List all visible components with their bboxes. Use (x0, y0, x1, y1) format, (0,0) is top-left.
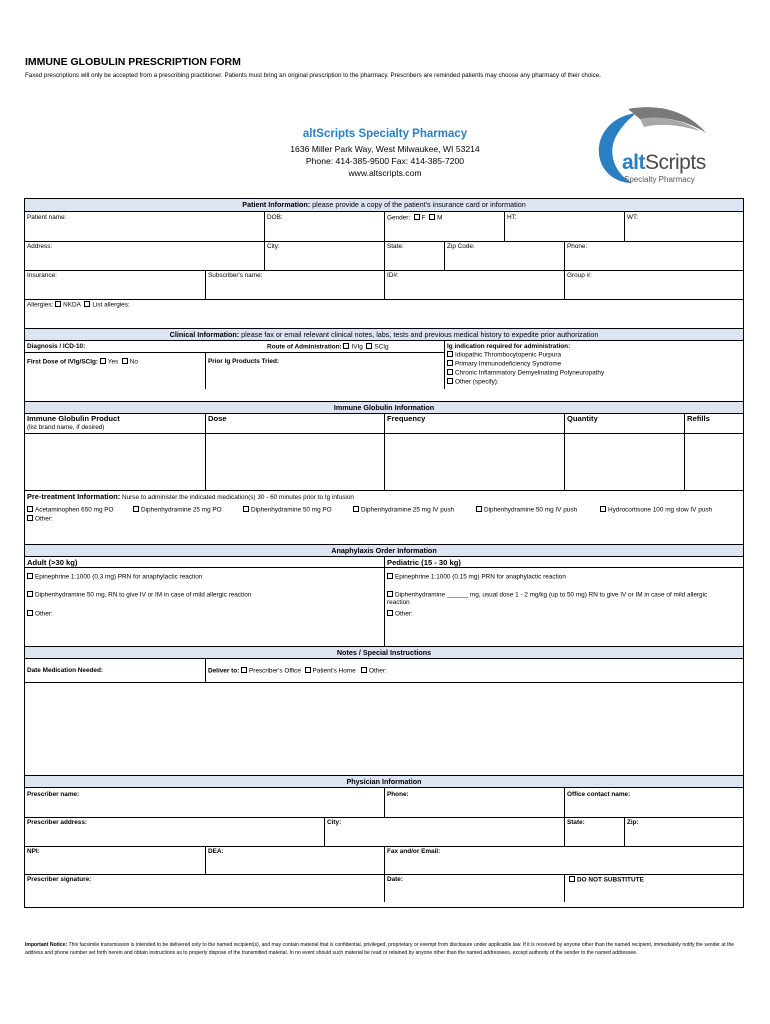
indication-other[interactable] (447, 378, 499, 387)
pid-label: Primary Immunodeficiency Syndrome (455, 360, 562, 368)
nkda-checkbox[interactable] (55, 301, 61, 307)
frequency-header: Frequency (387, 414, 426, 423)
pretreat-diph50iv[interactable] (476, 506, 577, 515)
signature-date-field[interactable]: Date: (387, 876, 403, 883)
product-header: Immune Globulin Product (27, 414, 120, 423)
physician-section-header (25, 775, 743, 788)
indication-cidp[interactable] (447, 369, 604, 378)
adult-other-checkbox[interactable] (27, 610, 33, 616)
ped-diph-label: Diphenhydramine ______ mg, usual dose 1 - 2 mg/kg (up to 50 mg) RN to give IV or IM in case of mild allergic (395, 591, 708, 599)
clinical-heading: Clinical Information: (169, 330, 240, 339)
signature-field[interactable]: Prescriber signature: (27, 876, 92, 883)
ped-other-checkbox[interactable] (387, 610, 393, 616)
acetaminophen-checkbox[interactable] (27, 506, 33, 512)
pretreat-acetaminophen[interactable] (27, 506, 114, 515)
adult-diph-label: Diphenhydramine 50 mg, RN to give IV or IM in case of mild allergic reaction (35, 591, 252, 599)
adult-other[interactable] (27, 610, 53, 619)
physician-heading: Physician Information (346, 777, 422, 786)
prescriber-city-field[interactable]: City: (327, 819, 342, 826)
pretreat-other[interactable] (27, 515, 53, 524)
adult-epinephrine[interactable] (27, 573, 202, 582)
first-dose-label: First Dose of IVIg/SCIg: (27, 358, 99, 366)
female-checkbox[interactable] (414, 214, 420, 220)
diph25po-label: Diphenhydramine 25 mg PO (141, 506, 222, 514)
adult-other-label: Other: (35, 610, 53, 618)
dns-checkbox[interactable] (569, 876, 575, 882)
scig-label: SCIg (374, 343, 389, 351)
patient-home-checkbox[interactable] (305, 667, 311, 673)
altscripts-logo (588, 103, 738, 188)
indication-itp[interactable] (447, 351, 561, 360)
ig-heading: Immune Globulin Information (333, 403, 435, 412)
diph25po-checkbox[interactable] (133, 506, 139, 512)
allergies-label: Allergies: (27, 301, 54, 309)
indication-pid[interactable] (447, 360, 561, 369)
pharmacy-address: 1636 Miller Park Way, West Milwaukee, WI 53214 (290, 144, 480, 154)
do-not-substitute[interactable] (569, 876, 644, 885)
state-field[interactable]: State: (387, 243, 404, 250)
address-field[interactable]: Address: (27, 243, 53, 250)
ped-other[interactable] (387, 610, 413, 619)
ped-diph-checkbox[interactable] (387, 591, 393, 597)
insurance-field[interactable]: Insurance: (27, 272, 57, 279)
logo-subtitle: Specialty Pharmacy (624, 175, 695, 184)
date-needed-field[interactable]: Date Medication Needed: (27, 667, 103, 674)
pharmacy-info (240, 128, 530, 179)
group-field[interactable]: Group #: (567, 272, 592, 279)
prescriber-phone-field[interactable]: Phone: (387, 791, 409, 798)
itp-label: Idiopathic Thrombocytopenic Purpura (455, 351, 562, 359)
hydrocortisone-label: Hydrocortisone 100 mg slow IV push (608, 506, 713, 514)
diph50iv-label: Diphenhydramine 50 mg IV push (484, 506, 578, 514)
dea-field[interactable]: DEA: (208, 848, 224, 855)
route-field[interactable] (267, 343, 389, 352)
adult-epi-checkbox[interactable] (27, 573, 33, 579)
ped-epi-label: Epinephrine 1:1000 (0.15 mg) PRN for anaphylactic reaction (395, 573, 566, 581)
adult-diphenhydramine[interactable] (27, 591, 251, 600)
diph50po-label: Diphenhydramine 50 mg PO (251, 506, 332, 514)
dns-label: DO NOT SUBSTITUTE (577, 876, 644, 884)
diph25iv-checkbox[interactable] (353, 506, 359, 512)
male-checkbox[interactable] (429, 214, 435, 220)
form-title: IMMUNE GLOBULIN PRESCRIPTION FORM (25, 56, 241, 68)
pretreat-other-label: Other: (35, 515, 53, 523)
id-field[interactable]: ID#: (387, 272, 399, 279)
adult-diph-checkbox[interactable] (27, 591, 33, 597)
other-indication-label: Other (specify): (455, 378, 499, 386)
diph50po-checkbox[interactable] (243, 506, 249, 512)
pharmacy-website: www.altscripts.com (348, 168, 422, 178)
npi-field[interactable]: NPI: (27, 848, 40, 855)
other-indication-checkbox[interactable] (447, 378, 453, 384)
prescriber-name-field[interactable]: Prescriber name: (27, 791, 80, 798)
hydrocortisone-checkbox[interactable] (600, 506, 606, 512)
city-field[interactable]: City: (267, 243, 280, 250)
pharmacy-name: altScripts Specialty Pharmacy (302, 128, 468, 140)
pharmacy-phone: Phone: 414-385-9500 Fax: 414-385-7200 (305, 156, 465, 166)
pid-checkbox[interactable] (447, 360, 453, 366)
patient-heading-note: please provide a copy of the patient's insurance card or information (312, 200, 526, 209)
male-label: M (437, 214, 443, 222)
ped-diph-reaction: reaction (387, 599, 410, 606)
refills-header: Refills (687, 414, 710, 423)
anaphylaxis-heading: Anaphylaxis Order Information (331, 546, 437, 555)
gender-label: Gender: (387, 214, 411, 222)
notes-section-header (25, 646, 743, 659)
ivig-label: IVIg (351, 343, 363, 351)
gender-field[interactable] (387, 214, 442, 223)
pretreat-diph25po[interactable] (133, 506, 222, 515)
cidp-label: Chronic Inflammatory Demyelinating Polyneuropathy (455, 369, 605, 377)
ivig-checkbox[interactable] (343, 343, 349, 349)
scig-checkbox[interactable] (366, 343, 372, 349)
list-allergies-label: List allergies: (92, 301, 130, 309)
cidp-checkbox[interactable] (447, 369, 453, 375)
pretreat-other-checkbox[interactable] (27, 515, 33, 521)
route-label: Route of Administration: (267, 343, 342, 351)
important-notice (25, 942, 737, 957)
nkda-label: NKDA (63, 301, 81, 309)
pretreat-hydrocortisone[interactable] (600, 506, 712, 515)
logo-alt: alt (622, 151, 646, 174)
fax-email-field[interactable]: Fax and/or Email: (387, 848, 441, 855)
notes-heading: Notes / Special Instructions (336, 648, 432, 657)
pretreat-diph50po[interactable] (243, 506, 332, 515)
form-subtitle: Faxed prescriptions will only be accepted from a prescribing practitioner. Patients must bring an original prescription to the pharmacy. Prescribers are reminded patients may choose any pharmacy of their choice. (25, 72, 601, 79)
patient-phone-field[interactable]: Phone: (567, 243, 588, 250)
acetaminophen-label: Acetaminophen 650 mg PO (35, 506, 114, 514)
prescriber-state-field[interactable]: State: (567, 819, 585, 826)
pretreatment-header (27, 493, 354, 502)
office-contact-field[interactable]: Office contact name: (567, 791, 631, 798)
notice-text: This facsimile transmission is intended to be delivered only to the named recipient(s), and may contain material that is confidential, privileged, proprietary or exempt from disclosure under applicable law. If it is received by anyone other than the named recipient, immediately notify the sender at the address and phone number set forth herein and obtain instructions as to properly dispose of the transmitted material. In no event should such material be read or retained by anyone other than the named addressees, except authority of the sender to the named addressee. (25, 942, 735, 956)
allergies-field[interactable] (27, 301, 130, 310)
female-label: F (421, 214, 426, 222)
itp-checkbox[interactable] (447, 351, 453, 357)
ig-section-header (25, 401, 743, 414)
patient-heading: Patient Information: (242, 200, 311, 209)
quantity-header: Quantity (567, 414, 598, 423)
first-dose-yes-label: Yes (107, 358, 119, 366)
pretreatment-label: Pre-treatment Information: (27, 492, 121, 501)
anaphylaxis-section-header (25, 544, 743, 557)
ped-epi-checkbox[interactable] (387, 573, 393, 579)
weight-field[interactable]: WT: (627, 214, 639, 221)
adult-epi-label: Epinephrine 1:1000 (0.3 mg) PRN for anaphylactic reaction (35, 573, 203, 581)
pretreat-diph25iv[interactable] (353, 506, 454, 515)
prescriber-office-label: Prescriber's Office (249, 667, 301, 675)
deliver-to-field[interactable] (208, 667, 387, 676)
first-dose-no-checkbox[interactable] (122, 358, 128, 364)
first-dose-field[interactable] (27, 358, 138, 367)
prescription-form (24, 198, 744, 908)
pediatric-header: Pediatric (15 - 30 kg) (387, 558, 461, 567)
product-note: (list brand name, if desired) (27, 424, 105, 431)
subscriber-field[interactable]: Subscriber's name: (208, 272, 263, 279)
diph25iv-label: Diphenhydramine 25 mg IV push (361, 506, 455, 514)
prior-products-field[interactable]: Prior Ig Products Tried: (208, 358, 280, 365)
height-field[interactable]: HT: (507, 214, 517, 221)
first-dose-no-label: No (129, 358, 138, 366)
first-dose-yes-checkbox[interactable] (100, 358, 106, 364)
clinical-section-header (25, 328, 743, 341)
deliver-other-checkbox[interactable] (361, 667, 367, 673)
deliver-other-label: Other: (368, 667, 387, 675)
patient-name-field[interactable]: Patient name: (27, 214, 67, 221)
dob-field[interactable]: DOB: (267, 214, 283, 221)
diagnosis-field[interactable]: Diagnosis / ICD-10: (27, 343, 86, 350)
diph50iv-checkbox[interactable] (476, 506, 482, 512)
ped-diphenhydramine[interactable] (387, 591, 707, 600)
adult-header: Adult (>30 kg) (27, 558, 78, 567)
list-allergies-checkbox[interactable] (84, 301, 90, 307)
prescriber-office-checkbox[interactable] (241, 667, 247, 673)
dose-header: Dose (208, 414, 227, 423)
prescriber-address-field[interactable]: Prescriber address: (27, 819, 88, 826)
ped-epinephrine[interactable] (387, 573, 566, 582)
deliver-to-label: Deliver to: (208, 667, 240, 675)
patient-home-label: Patient's Home (312, 667, 356, 675)
logo-scripts: Scripts (645, 151, 706, 174)
notice-label: Important Notice: (25, 942, 68, 948)
zip-field[interactable]: Zip Code: (447, 243, 475, 250)
ped-other-label: Other: (395, 610, 413, 618)
pretreatment-note: Nurse to administer the indicated medication(s) 30 - 60 minutes prior to Ig infusion (122, 494, 354, 501)
clinical-heading-note: please fax or email relevant clinical notes, labs, tests and previous medical history to expedite prior authorization (241, 330, 599, 339)
indication-label: Ig indication required for administration: (447, 343, 571, 350)
prescriber-zip-field[interactable]: Zip: (627, 819, 639, 826)
